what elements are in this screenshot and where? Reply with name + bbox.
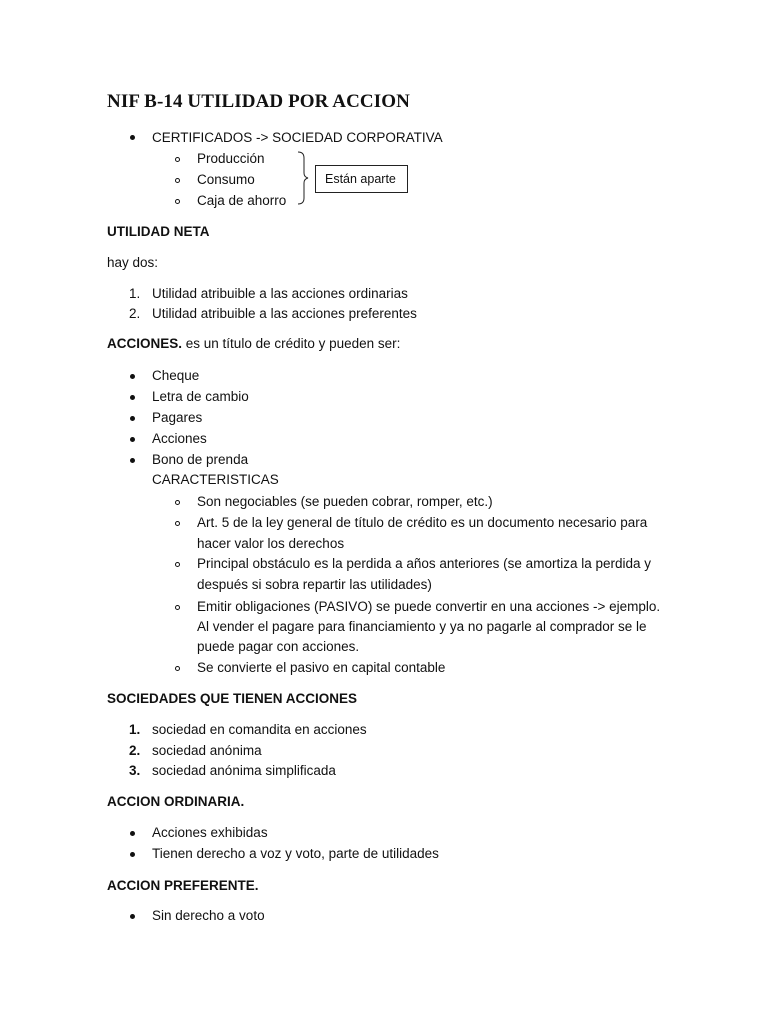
certificados-label: CERTIFICADOS -> SOCIEDAD CORPORATIVA [152, 130, 443, 145]
section-heading: ACCION PREFERENTE. [107, 878, 259, 893]
caracteristicas-label: CARACTERISTICAS [152, 472, 279, 487]
list-item: Emitir obligaciones (PASIVO) se puede convertir en una acciones -> ejemplo. [197, 599, 661, 614]
list-item: sociedad anónima [152, 743, 262, 758]
circle-bullet-icon [175, 562, 180, 567]
section-heading: SOCIEDADES QUE TIENEN ACCIONES [107, 691, 358, 706]
list-item: Caja de ahorro [197, 193, 287, 208]
bullet-icon [130, 374, 135, 379]
list-item: Principal obstáculo es la perdida a años anteriores (se amortiza la perdida y [197, 556, 651, 571]
list-number: 1. [129, 722, 141, 737]
brace-icon [296, 150, 316, 206]
paragraph-text: es un título de crédito y pueden ser: [185, 336, 401, 351]
list-item: Acciones [152, 431, 207, 446]
list-number: 1. [129, 286, 141, 301]
list-item-continuation: hacer valor los derechos [197, 536, 345, 551]
section-heading: UTILIDAD NETA [107, 224, 210, 239]
list-item: sociedad anónima simplificada [152, 763, 336, 778]
list-item: Acciones exhibidas [152, 825, 268, 840]
paragraph [107, 334, 400, 354]
note-box: Están aparte [315, 165, 408, 193]
list-item: Cheque [152, 368, 200, 383]
list-item-continuation: Al vender el pagare para financiamiento y ya no pagarle al comprador se le [197, 619, 647, 634]
bullet-icon [130, 395, 135, 400]
bullet-icon [130, 458, 135, 463]
list-item: Art. 5 de la ley general de título de crédito es un documento necesario para [197, 515, 648, 530]
paragraph: hay dos: [107, 255, 159, 270]
list-item: Pagares [152, 410, 203, 425]
bullet-icon [130, 135, 135, 140]
circle-bullet-icon [175, 605, 180, 610]
page-title: NIF B-14 UTILIDAD POR ACCION [107, 91, 410, 112]
bullet-icon [130, 852, 135, 857]
circle-bullet-icon [175, 178, 180, 183]
list-item: Bono de prenda [152, 452, 249, 467]
circle-bullet-icon [175, 500, 180, 505]
circle-bullet-icon [175, 666, 180, 671]
list-item: Sin derecho a voto [152, 908, 265, 923]
list-item: Se convierte el pasivo en capital contable [197, 660, 446, 675]
bullet-icon [130, 416, 135, 421]
list-item: Tienen derecho a voz y voto, parte de utilidades [152, 846, 439, 861]
list-item-continuation: puede pagar con acciones. [197, 639, 360, 654]
bullet-icon [130, 831, 135, 836]
list-item: Consumo [197, 172, 255, 187]
section-heading: ACCION ORDINARIA. [107, 794, 245, 809]
list-item: Letra de cambio [152, 389, 249, 404]
list-item: Utilidad atribuible a las acciones ordinarias [152, 286, 408, 301]
circle-bullet-icon [175, 157, 180, 162]
list-item: sociedad en comandita en acciones [152, 722, 367, 737]
bullet-icon [130, 437, 135, 442]
circle-bullet-icon [175, 521, 180, 526]
list-item-continuation: después si sobra repartir las utilidades) [197, 577, 432, 592]
list-number: 2. [129, 743, 141, 758]
list-item: Utilidad atribuible a las acciones preferentes [152, 306, 417, 321]
list-number: 2. [129, 306, 141, 321]
circle-bullet-icon [175, 199, 180, 204]
list-item: Producción [197, 151, 265, 166]
section-heading: ACCIONES. [107, 336, 183, 351]
bullet-icon [130, 914, 135, 919]
list-item: Son negociables (se pueden cobrar, romper, etc.) [197, 494, 493, 509]
list-number: 3. [129, 763, 141, 778]
